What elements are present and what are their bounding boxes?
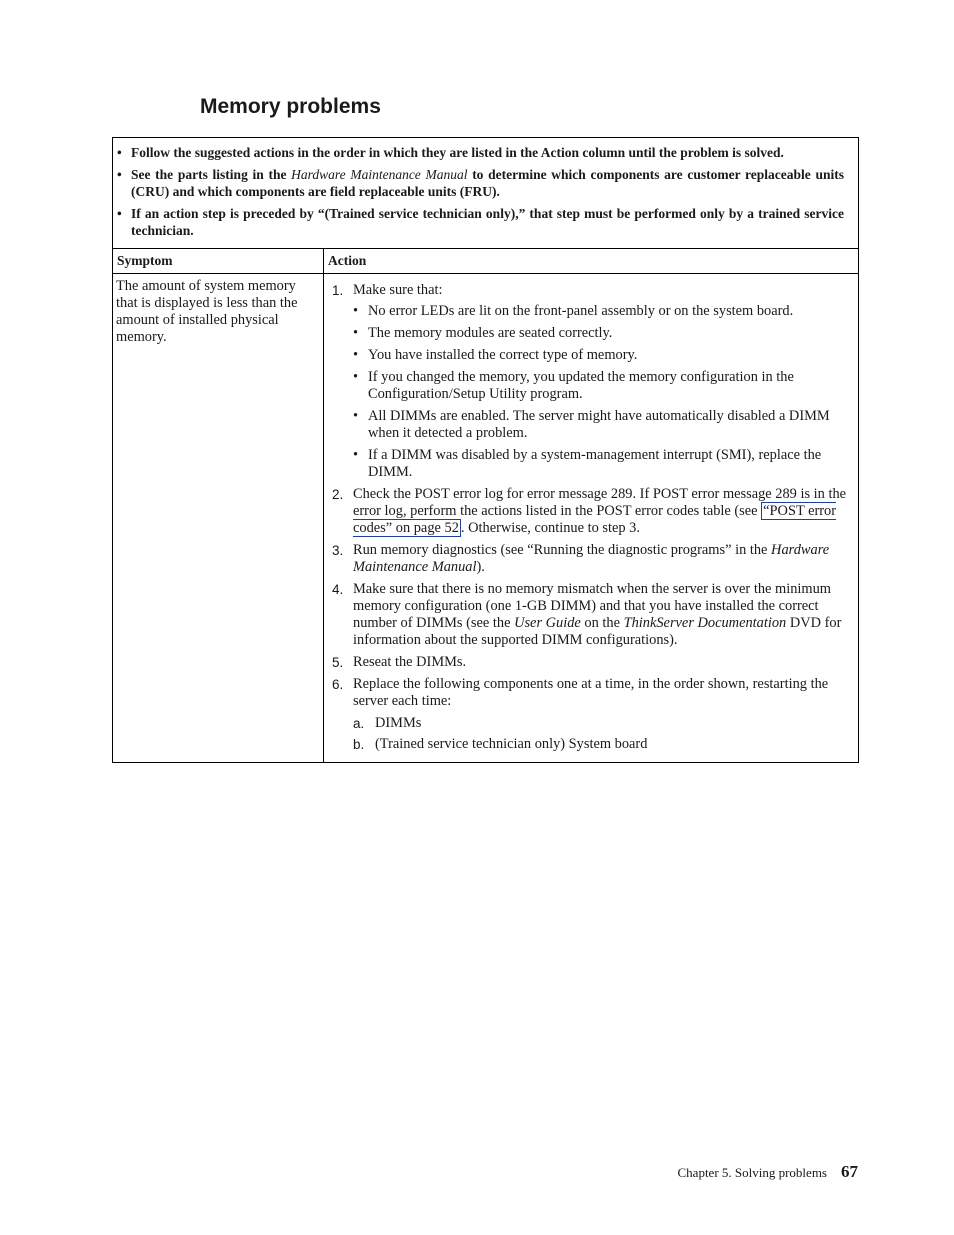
step-number: 2.	[332, 487, 344, 502]
instruction-text: Follow the suggested actions in the order in which they are listed in the Action column until the problem is solved.	[131, 145, 784, 160]
item-letter: b.	[353, 737, 365, 752]
page-title: Memory problems	[200, 95, 381, 118]
step-text: Replace the following components one at a time, in the order shown, restarting the server each time:	[353, 676, 829, 709]
step-text: DVD for information about the supported DIMM configurations).	[353, 615, 842, 648]
check-item: • If a DIMM was disabled by a system-management interrupt (SMI), replace the DIMM.	[353, 447, 855, 481]
check-item: • No error LEDs are lit on the front-panel assembly or on the system board.	[353, 303, 855, 320]
replace-item	[353, 736, 855, 753]
action-step	[330, 486, 855, 537]
step-number: 5.	[332, 655, 344, 670]
step-text: . Otherwise, continue to step 3.	[460, 520, 640, 536]
item-text: (Trained service technician only) System board	[375, 736, 648, 752]
action-steps	[327, 282, 855, 753]
page-number: 67	[841, 1162, 858, 1181]
step-text: Check the POST error log for error message 289. If POST error message 289 is in the error log, perform the actions listed in the POST error codes table (see	[353, 486, 847, 519]
action-step	[330, 282, 855, 481]
step-text: ).	[476, 559, 485, 575]
guide-title: User Guide	[514, 615, 581, 631]
replace-list	[353, 715, 855, 753]
action-step	[330, 654, 855, 671]
symptom-cell: The amount of system memory that is displayed is less than the amount of installed physical memory.	[113, 274, 324, 762]
chapter-label: Chapter 5. Solving problems	[677, 1165, 827, 1180]
step-number: 3.	[332, 543, 344, 558]
step-text: Run memory diagnostics (see “Running the diagnostic programs” in the	[353, 542, 772, 558]
page-footer	[678, 1162, 859, 1182]
step-number: 4.	[332, 582, 344, 597]
instructions-list	[113, 138, 858, 249]
check-item: • If you changed the memory, you updated the memory configuration in the Configuration/Setup Utility program.	[353, 369, 855, 403]
check-item: • You have installed the correct type of memory.	[353, 347, 855, 364]
symptom-header: Symptom	[113, 249, 324, 274]
action-step	[330, 676, 855, 753]
manual-title: Hardware Maintenance Manual	[291, 167, 468, 182]
instruction-text: See the parts listing in the	[131, 167, 292, 182]
step-text: Reseat the DIMMs.	[353, 654, 467, 670]
memory-problems-table	[112, 137, 859, 763]
instruction-text: to determine which components are customer replaceable units (CRU) and which components are field replaceable units (FRU).	[131, 167, 844, 199]
instruction-item	[117, 205, 844, 239]
step-text: Make sure that:	[353, 282, 443, 298]
symptom-action-grid	[113, 249, 858, 762]
check-item: • All DIMMs are enabled. The server might have automatically disabled a DIMM when it detected a problem.	[353, 408, 855, 442]
item-text: DIMMs	[375, 715, 422, 731]
instruction-text: If an action step is preceded by “(Trained service technician only),” that step must be performed only by a trained service technician.	[131, 206, 844, 238]
manual-title: Hardware Maintenance Manual	[353, 542, 830, 575]
step-number: 6.	[332, 677, 344, 692]
item-letter: a.	[353, 716, 365, 731]
action-step	[330, 581, 855, 649]
post-error-codes-link[interactable]: “POST error codes” on page 52	[353, 503, 837, 536]
documentation-title: ThinkServer Documentation	[623, 615, 787, 631]
instruction-item	[117, 166, 844, 200]
check-list	[353, 303, 855, 481]
action-step	[330, 542, 855, 576]
step-number: 1.	[332, 283, 344, 298]
action-cell	[324, 274, 858, 762]
step-text: Make sure that there is no memory mismatch when the server is over the minimum memory configuration (one 1-GB DIMM) and that you have installed the correct number of DIMMs (see the	[353, 581, 831, 631]
step-text: on the	[580, 615, 624, 631]
check-item: • The memory modules are seated correctly.	[353, 325, 855, 342]
replace-item	[353, 715, 855, 732]
instruction-item	[117, 144, 844, 161]
action-header: Action	[324, 249, 858, 274]
